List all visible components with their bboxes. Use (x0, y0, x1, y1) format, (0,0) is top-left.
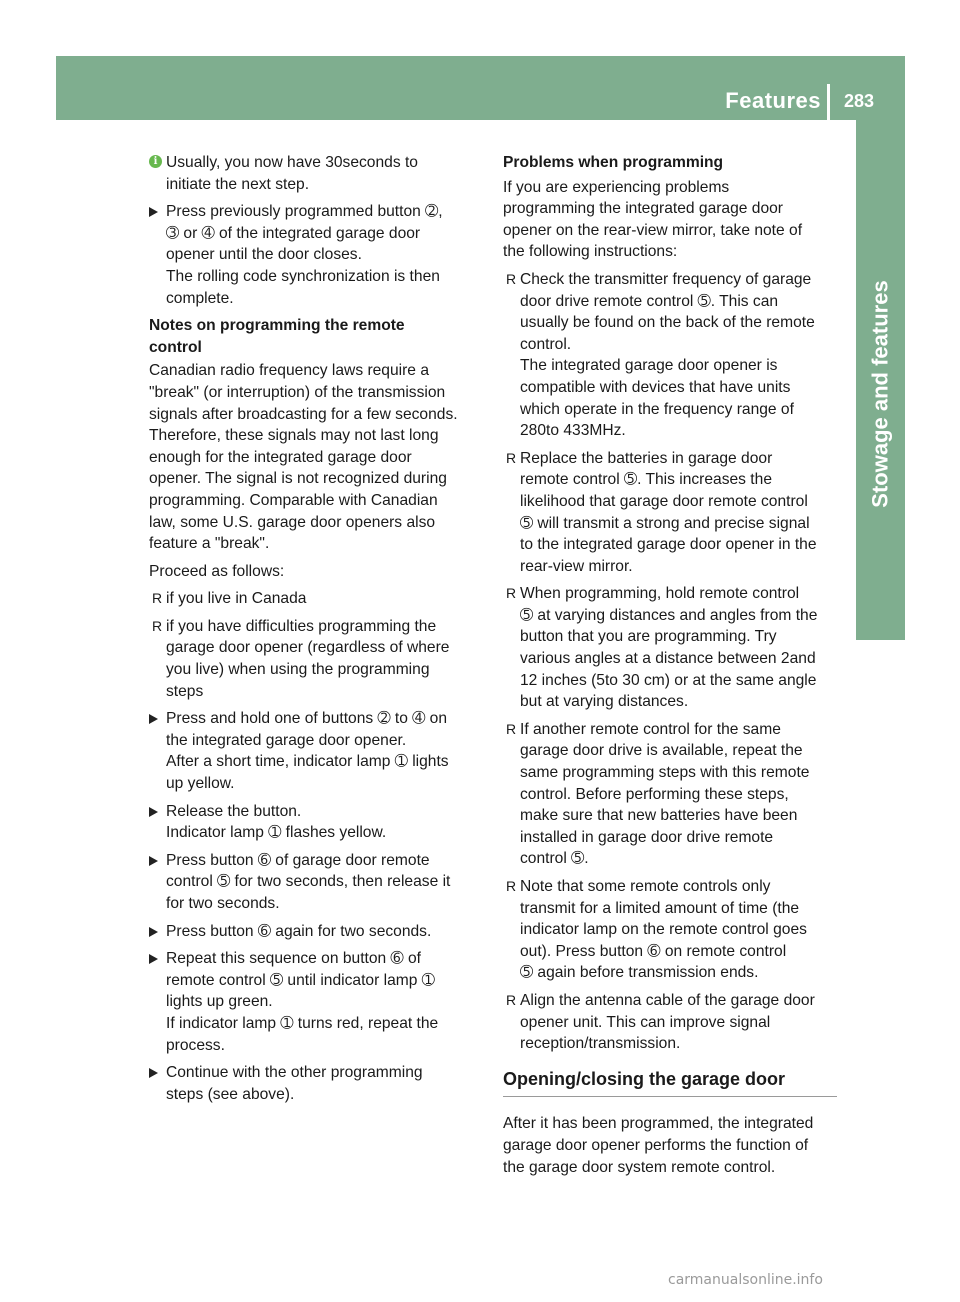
bullet-canada: R if you live in Canada (149, 588, 482, 610)
step-press-programmed-button: Press previously programmed button ➁, ➂ or ➃ of the integrated garage door opener until the door closes. The rolling code synchronization is then complete. (149, 201, 482, 309)
bullet-antenna: R Align the antenna cable of the garage door opener unit. This can improve signal reception/transmission. (503, 990, 837, 1055)
header-divider (827, 84, 830, 120)
bullet-difficulties: R if you have difficulties programming the garage door opener (regardless of where you live) when using the programming steps (149, 616, 482, 702)
step-repeat: Repeat this sequence on button ➅ of remote control ➄ until indicator lamp ➀ lights up green. If indicator lamp ➀ turns red, repeat the process. (149, 948, 482, 1056)
right-column (503, 152, 837, 1184)
header-bar (56, 56, 905, 120)
notes-paragraph: Canadian radio frequency laws require a "break" (or interruption) of the transmission signals after broadcasting for a few seconds. Therefore, these signals may not last long enough for the integrated garage door opener. The signal is not recognized during programming. Comparable with Canadian law, some U.S. garage door openers also feature a "break". (149, 362, 458, 553)
bullet-vary-distance: R When programming, hold remote control ➄ at varying distances and angles from the button that you are programming. Try various angles at a distance between 2and 12 inches (5to 30 cm) or at the same angle but at varying distances. (503, 583, 837, 713)
side-tab (856, 120, 905, 597)
side-tab-marker (856, 596, 905, 640)
watermark: carmanualsonline.info (668, 1272, 823, 1288)
step-press-remote: Press button ➅ of garage door remote control ➄ for two seconds, then release it for two seconds. (149, 850, 482, 915)
info-note: i Usually, you now have 30seconds to initiate the next step. (149, 152, 482, 195)
bullet-limited-time: R Note that some remote controls only transmit for a limited amount of time (the indicator lamp on the remote control goes out). Press button ➅ on remote control ➄ again before transmission ends. (503, 876, 837, 984)
problems-heading: Problems when programming (503, 154, 724, 171)
info-icon: i (149, 155, 162, 168)
bullet-another-remote: R If another remote control for the same garage door drive is available, repeat the same programming steps with this remote control. Before performing these steps, make sure that new batteries have been installed in garage door drive remote control ➄. (503, 719, 837, 870)
page-number: 283 (844, 91, 875, 111)
step-continue: Continue with the other programming steps (see above). (149, 1062, 482, 1105)
problems-paragraph: If you are experiencing problems programming the integrated garage door opener on the rear-view mirror, take note of the following instructions: (503, 178, 803, 261)
section-rule (503, 1096, 837, 1097)
bullet-check-frequency: R Check the transmitter frequency of garage door drive remote control ➄. This can usually be found on the back of the remote control. The integrated garage door opener is compatible with devices that have units which operate in the frequency range of 280to 433MHz. (503, 269, 837, 442)
side-tab-label: Stowage and features (867, 279, 893, 508)
left-column (149, 152, 482, 1111)
section-heading-opening-closing: Opening/closing the garage door (503, 1068, 786, 1089)
proceed-text: Proceed as follows: (149, 562, 285, 580)
header-title: Features (725, 88, 821, 113)
bullet-replace-batteries: R Replace the batteries in garage door remote control ➄. This increases the likelihood that garage door remote control ➄ will transmit a strong and precise signal to the integrated garage door opener in the rear-view mirror. (503, 448, 837, 578)
section-paragraph: After it has been programmed, the integrated garage door opener performs the function of the garage door system remote control. (503, 1115, 814, 1176)
notes-heading: Notes on programming the remote control (149, 317, 405, 356)
step-press-again: Press button ➅ again for two seconds. (149, 921, 482, 943)
step-press-hold: Press and hold one of buttons ➁ to ➃ on the integrated garage door opener. After a short time, indicator lamp ➀ lights up yellow. (149, 708, 482, 794)
step-release: Release the button. Indicator lamp ➀ flashes yellow. (149, 801, 482, 844)
